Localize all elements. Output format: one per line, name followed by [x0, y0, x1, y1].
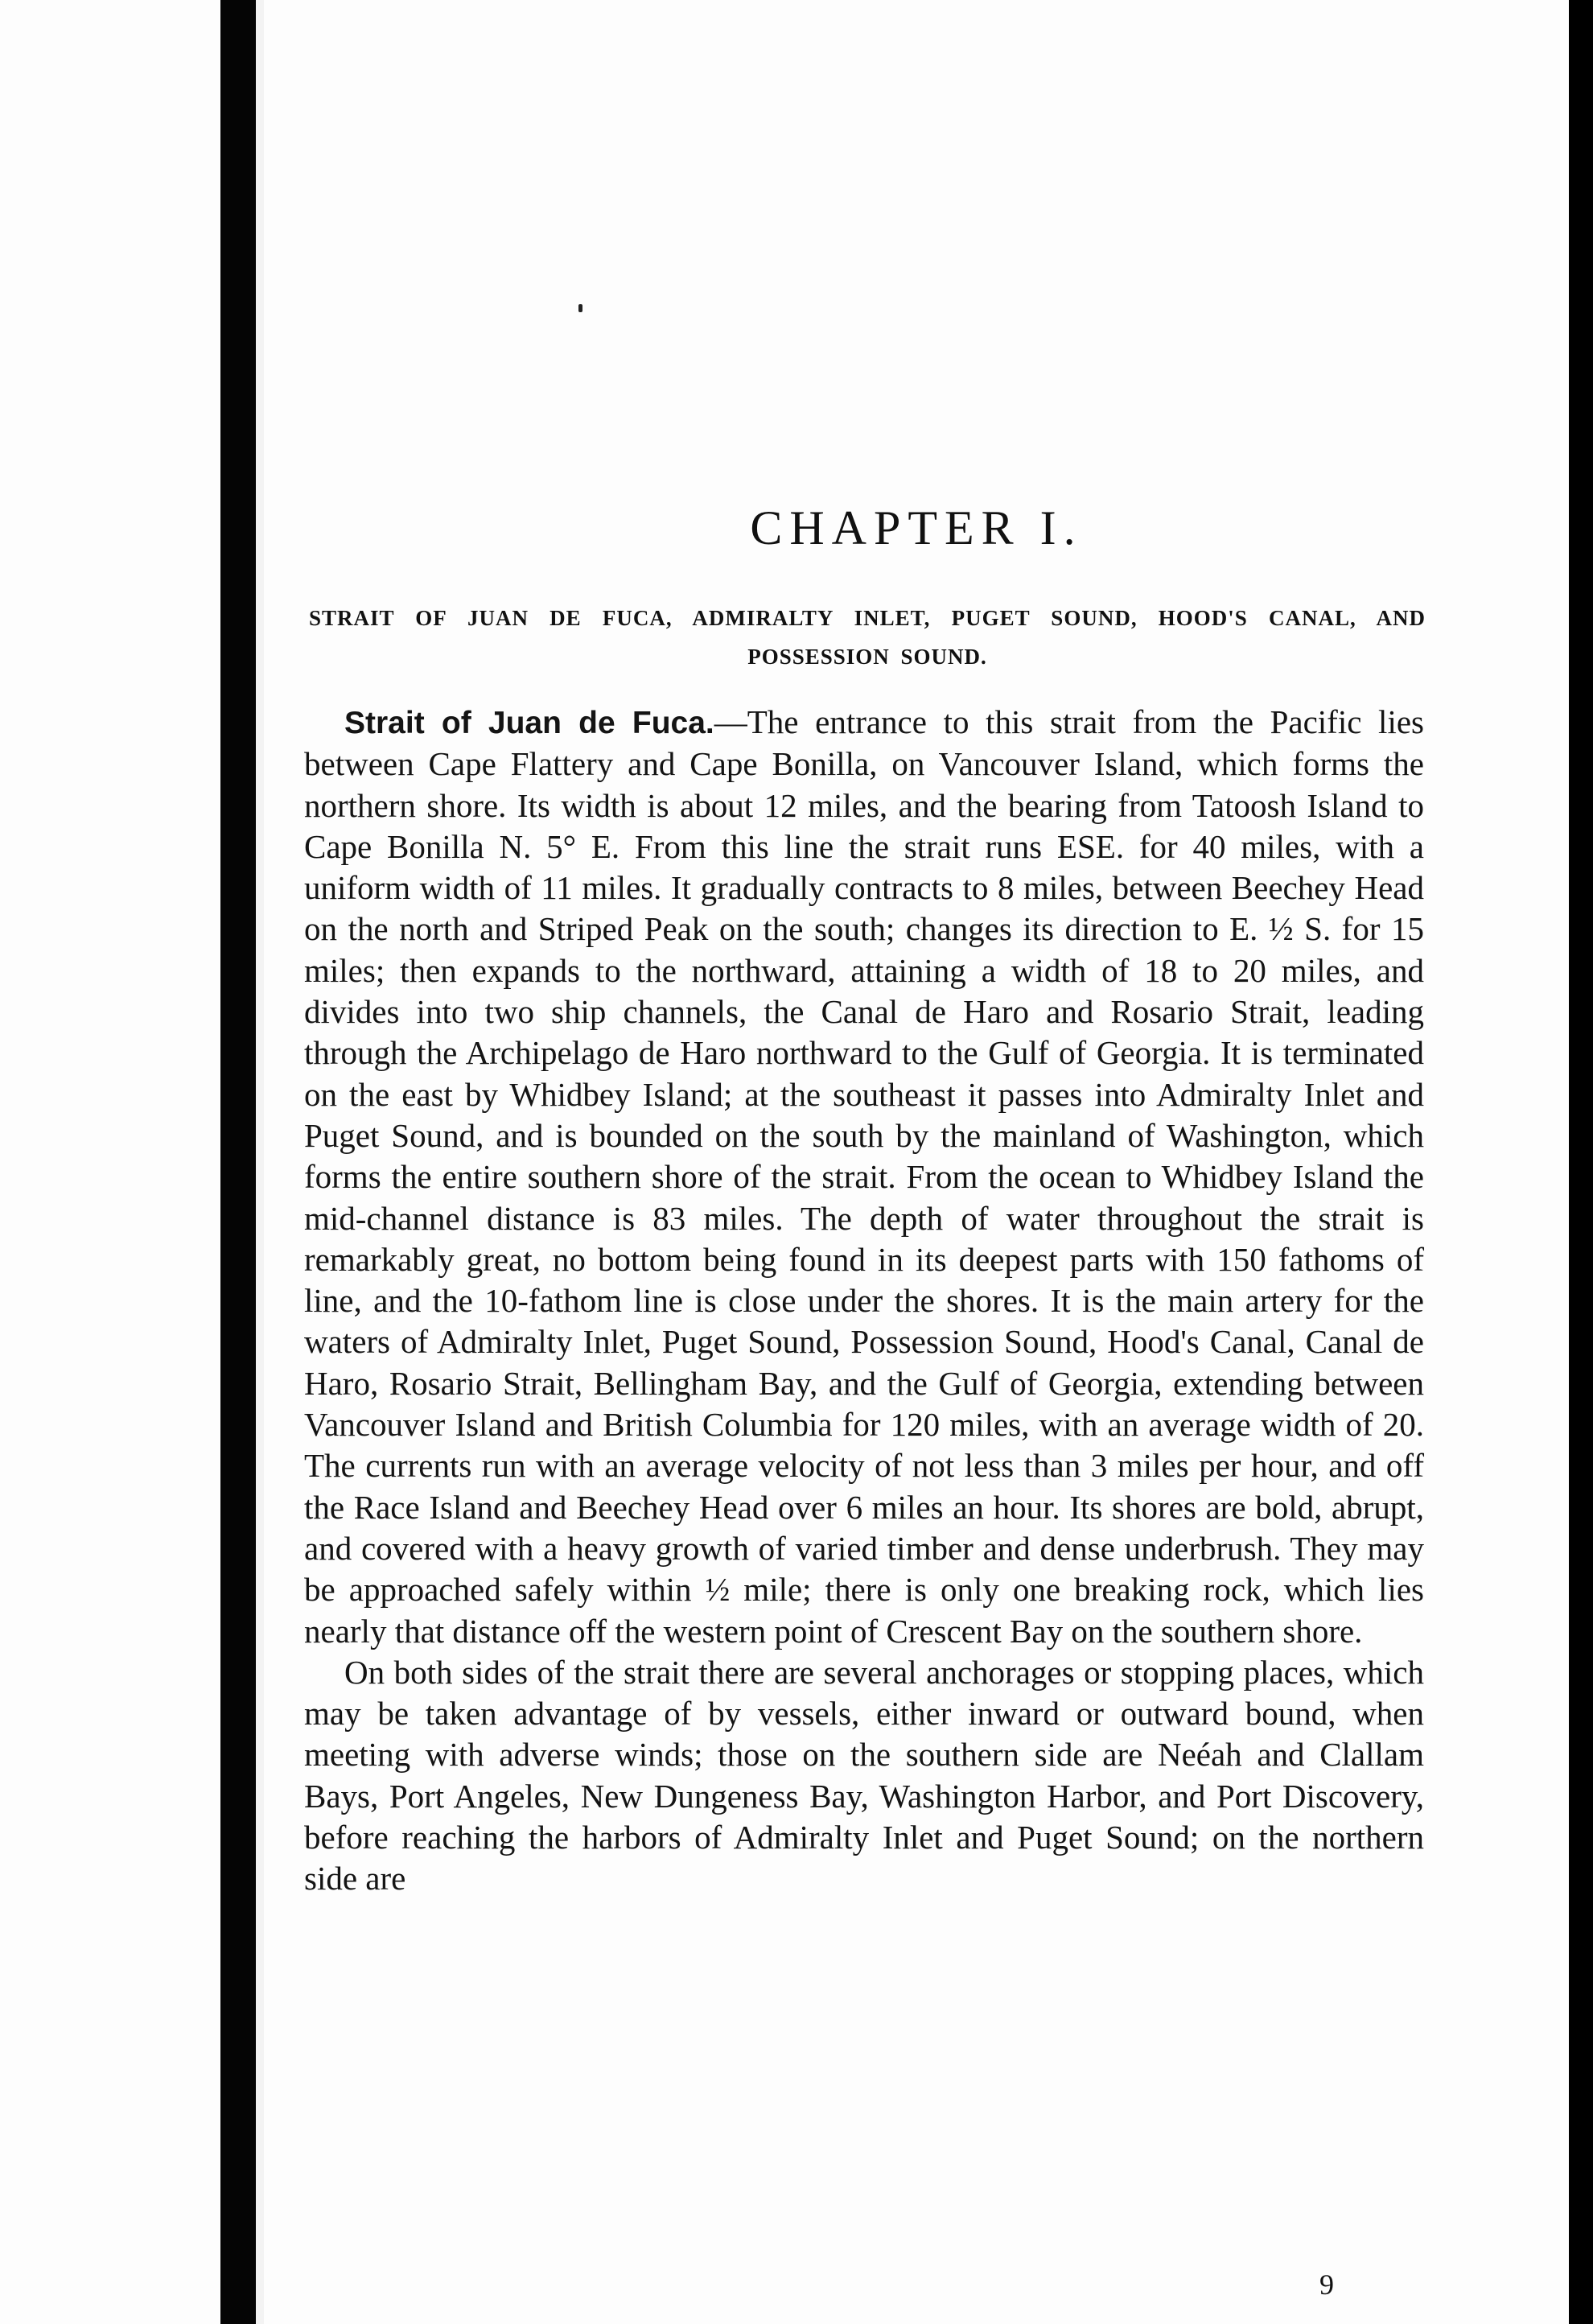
- left-facing-page: [0, 0, 220, 2324]
- paragraph: [304, 1652, 1424, 1900]
- paragraph-text: —The entrance to this strait from the Pacific lies between Cape Flattery and Cape Bonilla, on Vancouver Island, which forms the northern shore. Its width is about 12 miles, and the bearing from Tatoosh Island to Cape Bonilla N. 5° E. From this line the strait runs ESE. for 40 miles, with a uniform width of 11 miles. It gradually contracts to 8 miles, between Beechey Head on the north and Striped Peak on the south; changes its direction to E. ½ S. for 15 miles; then expands to the northward, attaining a width of 18 to 20 miles, and divides into two ship channels, the Canal de Haro and Rosario Strait, leading through the Archipelago de Haro northward to the Gulf of Georgia. It is terminated on the east by Whidbey Island; at the southeast it passes into Admiralty Inlet and Puget Sound, and is bounded on the south by the mainland of Washington, which forms the entire southern shore of the strait. From the ocean to Whidbey Island the mid-channel distance is 83 miles. The depth of water throughout the strait is remarkably great, no bottom being found in its deepest parts with 150 fathoms of line, and the 10-fathom line is close under the shores. It is the main artery for the waters of Admiralty Inlet, Puget Sound, Possession Sound, Hood's Canal, Canal de Haro, Rosario Strait, Bellingham Bay, and the Gulf of Georgia, extending between Vancouver Island and British Columbia for 120 miles, with an average width of 20. The currents run with an average velocity of not less than 3 miles per hour, and off the Race Island and Beechey Head over 6 miles an hour. Its shores are bold, abrupt, and covered with a heavy growth of varied timber and dense underbrush. They may be approached safely within ½ mile; there is only one breaking rock, which lies nearly that distance off the western point of Crescent Bay on the southern shore.: [304, 703, 1424, 1650]
- page-gutter-shadow: [220, 0, 256, 2324]
- paragraph: [304, 702, 1424, 1652]
- paragraph-text: On both sides of the strait there are several anchorages or stopping places, which may be taken advantage of by vessels, either inward or outward bound, when meeting with adverse winds; those on the southern side are Neéah and Clallam Bays, Port Angeles, New Dungeness Bay, Washington Harbor, and Port Discovery, before reaching the harbors of Admiralty Inlet and Puget Sound; on the northern side are: [304, 1653, 1424, 1898]
- chapter-subtitle: STRAIT OF JUAN DE FUCA, ADMIRALTY INLET, PUGET SOUND, HOOD'S CANAL, AND POSSESSION SOUND.: [309, 606, 1426, 669]
- page-spine: [256, 0, 264, 2324]
- chapter-title: CHAPTER I.: [750, 501, 1083, 554]
- page-right-edge: [1569, 0, 1593, 2324]
- page-number: 9: [1319, 2268, 1334, 2301]
- paragraph-lead-heading: Strait of Juan de Fuca.: [344, 706, 714, 740]
- ink-speck: [578, 304, 582, 312]
- body-text: [304, 702, 1424, 1900]
